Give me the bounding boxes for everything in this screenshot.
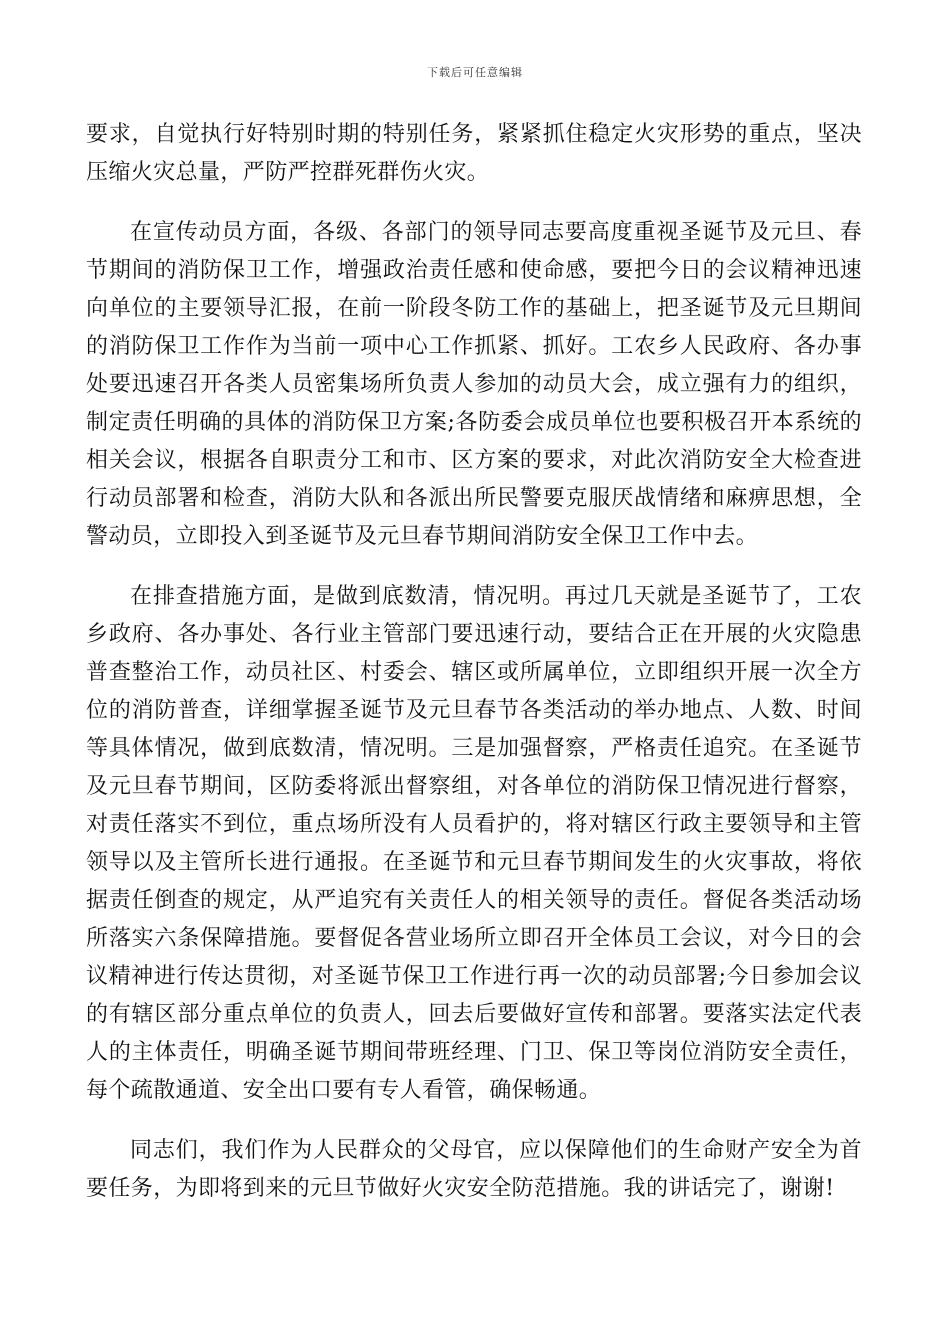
page-header: 下载后可任意编辑 [427,66,523,79]
paragraph-continuation: 要求，自觉执行好特别时期的特别任务，紧紧抓住稳定火灾形势的重点，坚决压缩火灾总量，严防严控群死群伤火灾。 [86,122,862,185]
paragraph-spacer [86,1110,862,1132]
document-body [86,116,862,1208]
paragraph-publicity-mobilization: 在宣传动员方面，各级、各部门的领导同志要高度重视圣诞节及元旦、春节期间的消防保卫工作，增强政治责任感和使命感，要把今日的会议精神迅速向单位的主要领导汇报，在前一阶段冬防工作的基础上，把圣诞节及元旦期间的消防保卫工作作为当前一项中心工作抓紧、抓好。工农乡人民政府、各办事处要迅速召开各类人员密集场所负责人参加的动员大会，成立强有力的组织，制定责任明确的具体的消防保卫方案;各防委会成员单位也要积极召开本系统的相关会议，根据各自职责分工和市、区方案的要求，对此次消防安全大检查进行动员部署和检查，消防大队和各派出所民警要克服厌战情绪和麻痹思想，全警动员，立即投入到圣诞节及元旦春节期间消防安全保卫工作中去。 [86,220,862,549]
paragraph-inspection-measures: 在排查措施方面，是做到底数清，情况明。再过几天就是圣诞节了，工农乡政府、各办事处、各行业主管部门要迅速行动，要结合正在开展的火灾隐患普查整治工作，动员社区、村委会、辖区或所属单位，立即组织开展一次全方位的消防普查，详细掌握圣诞节及元旦春节各类活动的举办地点、人数、时间等具体情况，做到底数清，情况明。三是加强督察，严格责任追究。在圣诞节及元旦春节期间，区防委将派出督察组，对各单位的消防保卫情况进行督察，对责任落实不到位，重点场所没有人员看护的，将对辖区行政主要领导和主管领导以及主管所长进行通报。在圣诞节和元旦春节期间发生的火灾事故，将依据责任倒查的规定，从严追究有关责任人的相关领导的责任。督促各类活动场所落实六条保障措施。要督促各营业场所立即召开全体员工会议，对今日的会议精神进行传达贯彻，对圣诞节保卫工作进行再一次的动员部署;今日参加会议的有辖区部分重点单位的负责人，回去后要做好宣传和部署。要落实法定代表人的主体责任，明确圣诞节期间带班经理、门卫、保卫等岗位消防安全责任，每个疏散通道、安全出口要有专人看管，确保畅通。 [86,584,862,1103]
paragraph-closing: 同志们，我们作为人民群众的父母官，应以保障他们的生命财产安全为首要任务，为即将到来的元旦节做好火灾安全防范措施。我的讲话完了，谢谢! [86,1138,862,1201]
paragraph-spacer [86,192,862,214]
paragraph-spacer [86,556,862,578]
